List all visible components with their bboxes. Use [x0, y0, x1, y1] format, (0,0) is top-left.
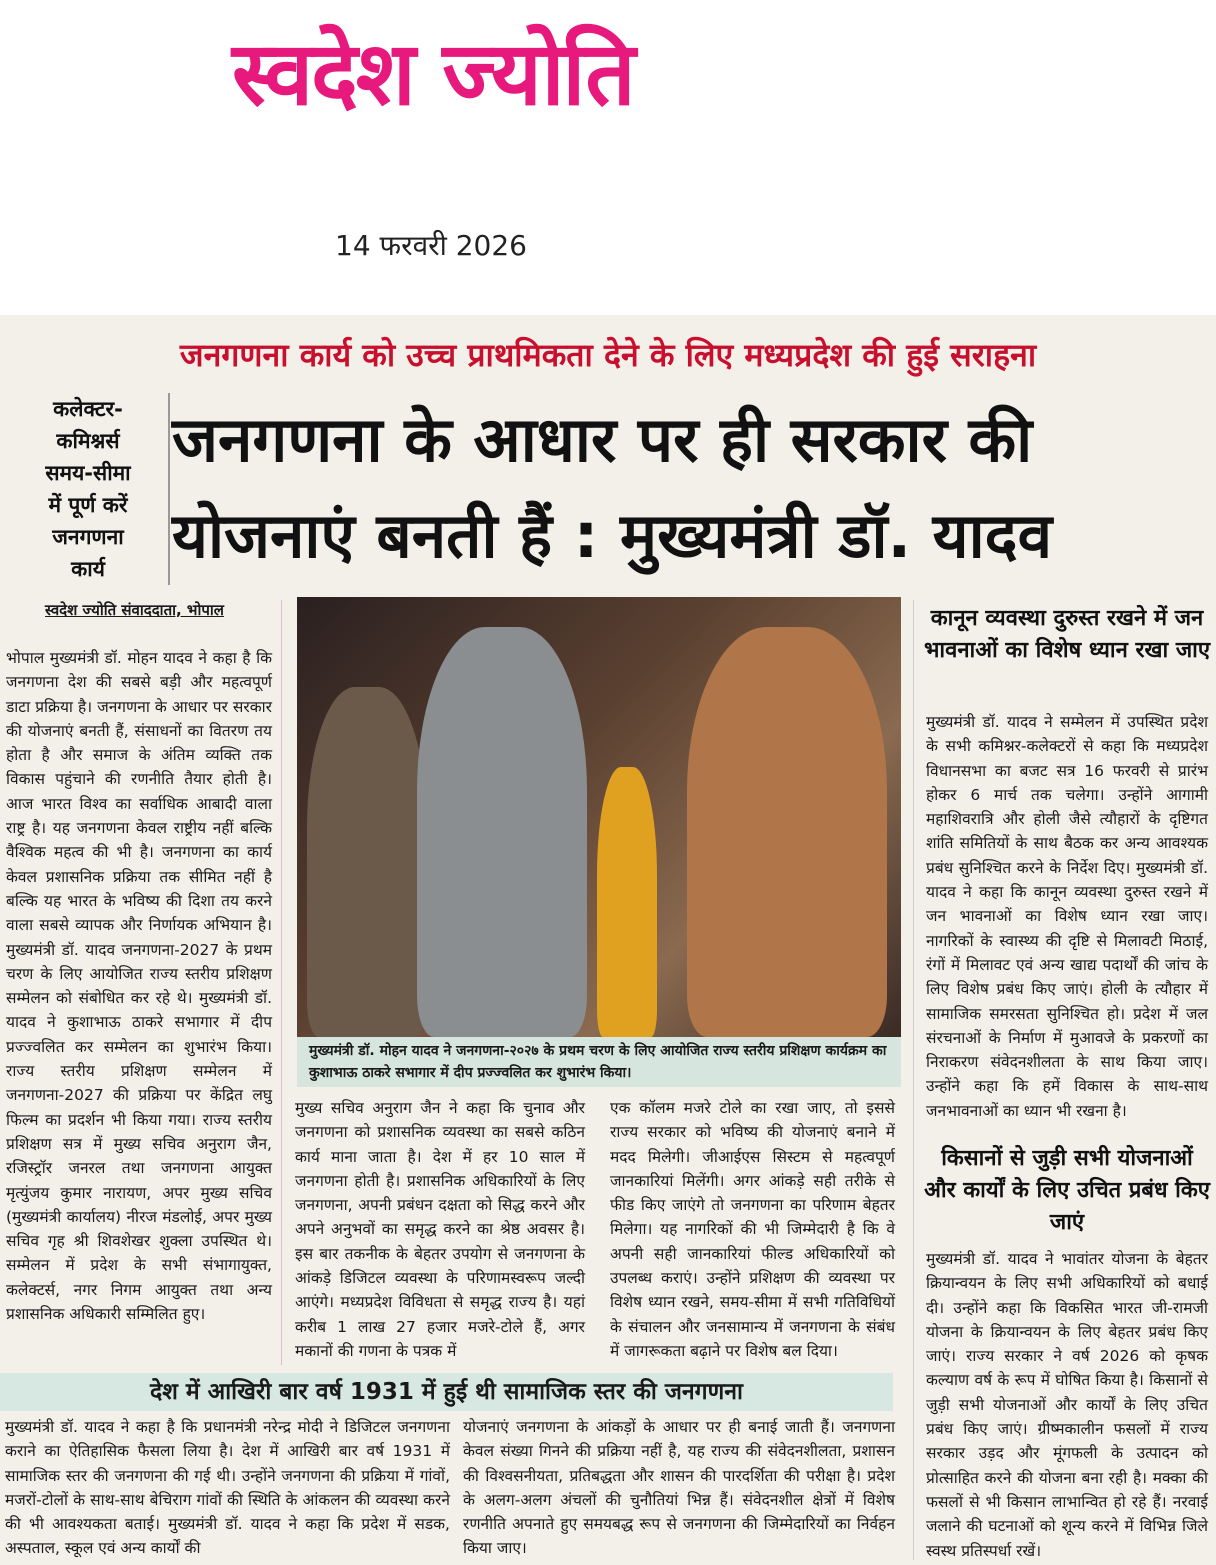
right-column-text: मुख्यमंत्री डॉ. यादव ने भावांतर योजना के बेहतर क्रियान्वयन के लिए सभी अधिकारियों को बधाई दी। उन्होंने कहा कि विकसित भारत जी-रामजी योजना के क्रियान्वयन के लिए बेहतर प्रबंध किए जाएं। राज्य सरकार ने वर्ष 2026 को कृषक कल्याण वर्ष के रूप में घोषित किया है। किसानों से जुड़ी सभी योजनाओं और कार्यों के लिए उचित प्रबंध किए जाएं। ग्रीष्मकालीन फसलों में राज्य सरकार उड़द और मूंगफली के उत्पादन को प्रोत्साहित करने की योजना बना रही है। मक्का की फसलों से भी किसान लाभान्वित हो रहे हैं। नरवाई जलाने की घटनाओं को शून्य करने में विभिन्न जिले स्वस्थ प्रतिस्पर्धा रखें। [926, 1250, 1208, 1560]
right-column-text: मुख्यमंत्री डॉ. यादव ने सम्मेलन में उपस्थित प्रदेश के सभी कमिश्नर-कलेक्टरों से कहा कि मध्यप्रदेश विधानसभा का बजट सत्र 16 फरवरी से प्रारंभ होकर 6 मार्च तक चलेगा। उन्होंने आगामी महाशिवरात्रि और होली जैसे त्यौहारों के दृष्टिगत शांति समितियों के साथ बैठक कर अन्य आवश्यक प्रबंध सुनिश्चित करने के निर्देश दिए। मुख्यमंत्री डॉ. यादव ने कहा कि कानून व्यवस्था दुरुस्त रखने में जन भावनाओं का विशेष ध्यान रखा जाए। नागरिकों के स्वास्थ्य की दृष्टि से मिलावटी मिठाई, रंगों में मिलावट एवं अन्य खाद्य पदार्थों की जांच के लिए विशेष प्रबंध किए जाएं। होली के त्यौहार में सामाजिक समरसता सुनिश्चित हो। प्रदेश में जल संरचनाओं के निर्माण में मुआवजे के प्रकरणों का निराकरण संवेदनशीलता के साथ किया जाए। उन्होंने कहा कि हमें विकास के साथ-साथ जनभावनाओं का ध्यान भी रखना है। [926, 713, 1208, 1120]
column-divider [281, 600, 282, 1365]
bottom-column-text: मुख्यमंत्री डॉ. यादव ने कहा है कि प्रधानमंत्री नरेन्द्र मोदी ने डिजिटल जनगणना कराने का ऐतिहासिक फैसला लिया है। देश में आखिरी बार वर्ष 1931 में सामाजिक स्तर की जनगणना की गई थी। उन्होंने जनगणना की प्रक्रिया में गांवों, मजरों-टोलों के साथ-साथ बेचिराग गांवों की स्थिति के आंकलन की व्यवस्था करने की भी आवश्यकता बताई। मुख्यमंत्री डॉ. यादव ने कहा कि प्रदेश में सडक, अस्पताल, स्कूल एवं अन्य कार्यों की [5, 1418, 450, 1558]
side-line: में पूर्ण करें [48, 493, 128, 517]
person-figure [417, 627, 587, 1037]
byline: स्वदेश ज्योति संवाददाता, भोपाल [45, 601, 224, 619]
headline-line: जनगणना के आधार पर ही सरकार की [172, 403, 1033, 476]
headline-line: योजनाएं बनती हैं : मुख्यमंत्री डॉ. यादव [172, 499, 1053, 572]
side-line: जनगणना [52, 525, 124, 549]
middle-column-text: एक कॉलम मजरे टोले का रखा जाए, तो इससे राज्य सरकार को भविष्य की योजनाएं बनाने में मदद मिलेगी। जीआईएस सिस्टम से महत्वपूर्ण जानकारियां मिलेंगी। अगर आंकड़े सही तरीके से फीड किए जाएंगे तो जनगणना का परिणाम बेहतर मिलेगा। यह नागरिकों की भी जिम्मेदारी है कि वे अपनी सही जानकारियां फील्ड अधिकारियों को उपलब्ध कराएं। उन्होंने प्रशिक्षण की व्यवस्था पर विशेष ध्यान रखने, समय-सीमा में सभी गतिविधियों के संचालन और जनसामान्य में जनगणना के संबंध में जागरूकता बढ़ाने पर विशेष बल दिया। [610, 1099, 895, 1360]
middle-column-text: मुख्य सचिव अनुराग जैन ने कहा कि चुनाव और जनगणना को प्रशासनिक व्यवस्था का सबसे कठिन कार्य माना जाता है। देश में हर 10 साल में जनगणना होती है। प्रशासनिक अधिकारियों के लिए जनगणना, अपनी प्रबंधन दक्षता को सिद्ध करने और अपने अनुभवों का समृद्ध करने का श्रेष्ठ अवसर है। इस बार तकनीक के बेहतर उपयोग से जनगणना के आंकड़े डिजिटल व्यवस्था के परिणामस्वरूप जल्दी आएंगे। मध्यप्रदेश विविधता से समृद्ध राज्य है। यहां करीब 1 लाख 27 हजार मजरे-टोले हैं, अगर मकानों की गणना के पत्रक में [295, 1099, 585, 1360]
main-headline [172, 392, 1212, 584]
side-line: कार्य [71, 557, 105, 581]
person-figure [307, 687, 427, 1037]
person-figure [687, 627, 887, 1037]
left-column-text: भोपाल मुख्यमंत्री डॉ. मोहन यादव ने कहा है कि जनगणना देश की सबसे बड़ी और महत्वपूर्ण डाटा प्रक्रिया है। जनगणना के आधार पर सरकार की योजनाएं बनती हैं, संसाधनों का वितरण तय होता है और समाज के अंतिम व्यक्ति तक विकास पहुंचाने की रणनीति तैयार होती है। आज भारत विश्व का सर्वाधिक आबादी वाला राष्ट्र है। यह जनगणना केवल राष्ट्रीय नहीं बल्कि वैश्विक महत्व की भी है। जनगणना का कार्य केवल प्रशासनिक प्रक्रिया तक सीमित नहीं है बल्कि यह भारत के भविष्य की दिशा तय करने वाला सबसे व्यापक और निर्णायक अभियान है। मुख्यमंत्री डॉ. यादव जनगणना-2027 के प्रथम चरण के लिए आयोजित राज्य स्तरीय प्रशिक्षण सम्मेलन को संबोधित कर रहे थे। मुख्यमंत्री डॉ. यादव ने कुशाभाऊ ठाकरे सभागार में दीप प्रज्ज्वलित कर सम्मेलन का शुभारंभ किया। राज्य स्तरीय प्रशिक्षण सम्मेलन में जनगणना-2027 की प्रक्रिया पर केंद्रित लघु फिल्म का प्रदर्शन भी किया गया। राज्य स्तरीय प्रशिक्षण सत्र में मुख्य सचिव अनुराग जैन, रजिस्ट्रॉर जनरल तथा जनगणना आयुक्त मृत्युंजय कुमार नारायण, अपर मुख्य सचिव (मुख्यमंत्री कार्यालय) नीरज मंडलोई, अपर मुख्य सचिव गृह श्री शिवशेखर शुक्ला उपस्थित थे। सम्मेलन में प्रदेश के सभी संभागायुक्त, कलेक्टर्स, नगर निगम आयुक्त तथा अन्य प्रशासनिक अधिकारी सम्मिलित हुए। [6, 649, 272, 1324]
kicker-headline: जनगणना कार्य को उच्च प्राथमिकता देने के लिए मध्यप्रदेश की हुई सराहना [179, 336, 1037, 374]
publication-date: 14 फरवरी 2026 [335, 229, 527, 262]
side-line: कलेक्टर- [53, 397, 123, 421]
photo-caption: मुख्यमंत्री डॉ. मोहन यादव ने जनगणना-२०२७ के प्रथम चरण के लिए आयोजित राज्य स्तरीय प्रशिक्षण कार्यक्रम का कुशाभाऊ ठाकरे सभागार में दीप प्रज्ज्वलित कर शुभारंभ किया। [297, 1037, 901, 1087]
side-line: समय-सीमा [45, 461, 131, 485]
side-highlight-box [14, 393, 170, 585]
news-photo [297, 597, 901, 1037]
section-heading-band: देश में आखिरी बार वर्ष 1931 में हुई थी सामाजिक स्तर की जनगणना [0, 1373, 893, 1411]
subheading: किसानों से जुड़ी सभी योजनाओं और कार्यों के लिए उचित प्रबंध किए जाएं [924, 1146, 1210, 1235]
newspaper-logo: स्वदेश ज्योति [232, 22, 634, 125]
side-line: कमिश्नर्स [56, 429, 120, 453]
marigold-garland [597, 767, 657, 1037]
column-divider [913, 600, 914, 1560]
bottom-column-text: योजनाएं जनगणना के आंकड़ों के आधार पर ही बनाई जाती हैं। जनगणना केवल संख्या गिनने की प्रक्रिया नहीं है, यह राज्य की संवेदनशीलता, प्रशासन की विश्वसनीयता, प्रतिबद्धता और शासन की पारदर्शिता की परीक्षा है। प्रदेश के अलग-अलग अंचलों की चुनौतियां भिन्न हैं। संवेदनशील क्षेत्रों में विशेष रणनीति अपनाते हुए समयबद्ध रूप से जनगणना की जिम्मेदारियों का निर्वहन किया जाए। [463, 1418, 895, 1558]
subheading: कानून व्यवस्था दुरुस्त रखने में जन भावनाओं का विशेष ध्यान रखा जाए [923, 606, 1211, 663]
